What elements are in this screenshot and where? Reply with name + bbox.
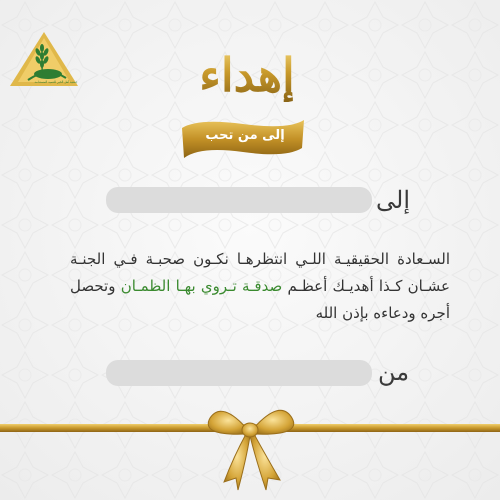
page-title: إهداء (192, 48, 302, 102)
message-text-2: وتحصل أجره ودعاءه بإذن الله (70, 277, 450, 322)
logo-caption: جمعية أهل الخير للتنمية المستدامة (34, 80, 78, 84)
to-label: إلى (376, 186, 410, 214)
from-label: من (378, 358, 410, 386)
dedication-message (70, 246, 450, 327)
message-text-1: السـعادة الحقيقيـة اللـي انتظرهـا نكـون صحبـة فـي الجنـة عشـان كـذا أهديـك أعظـم (70, 250, 450, 295)
from-field[interactable] (106, 360, 372, 386)
to-field[interactable] (106, 187, 372, 213)
title-subtitle: إلى من تحب (205, 128, 285, 143)
message-highlight: صدقـة تـروي بهـا الظمـان (120, 277, 283, 295)
gold-ribbon-bow-icon (0, 396, 500, 500)
title-block (170, 40, 320, 160)
